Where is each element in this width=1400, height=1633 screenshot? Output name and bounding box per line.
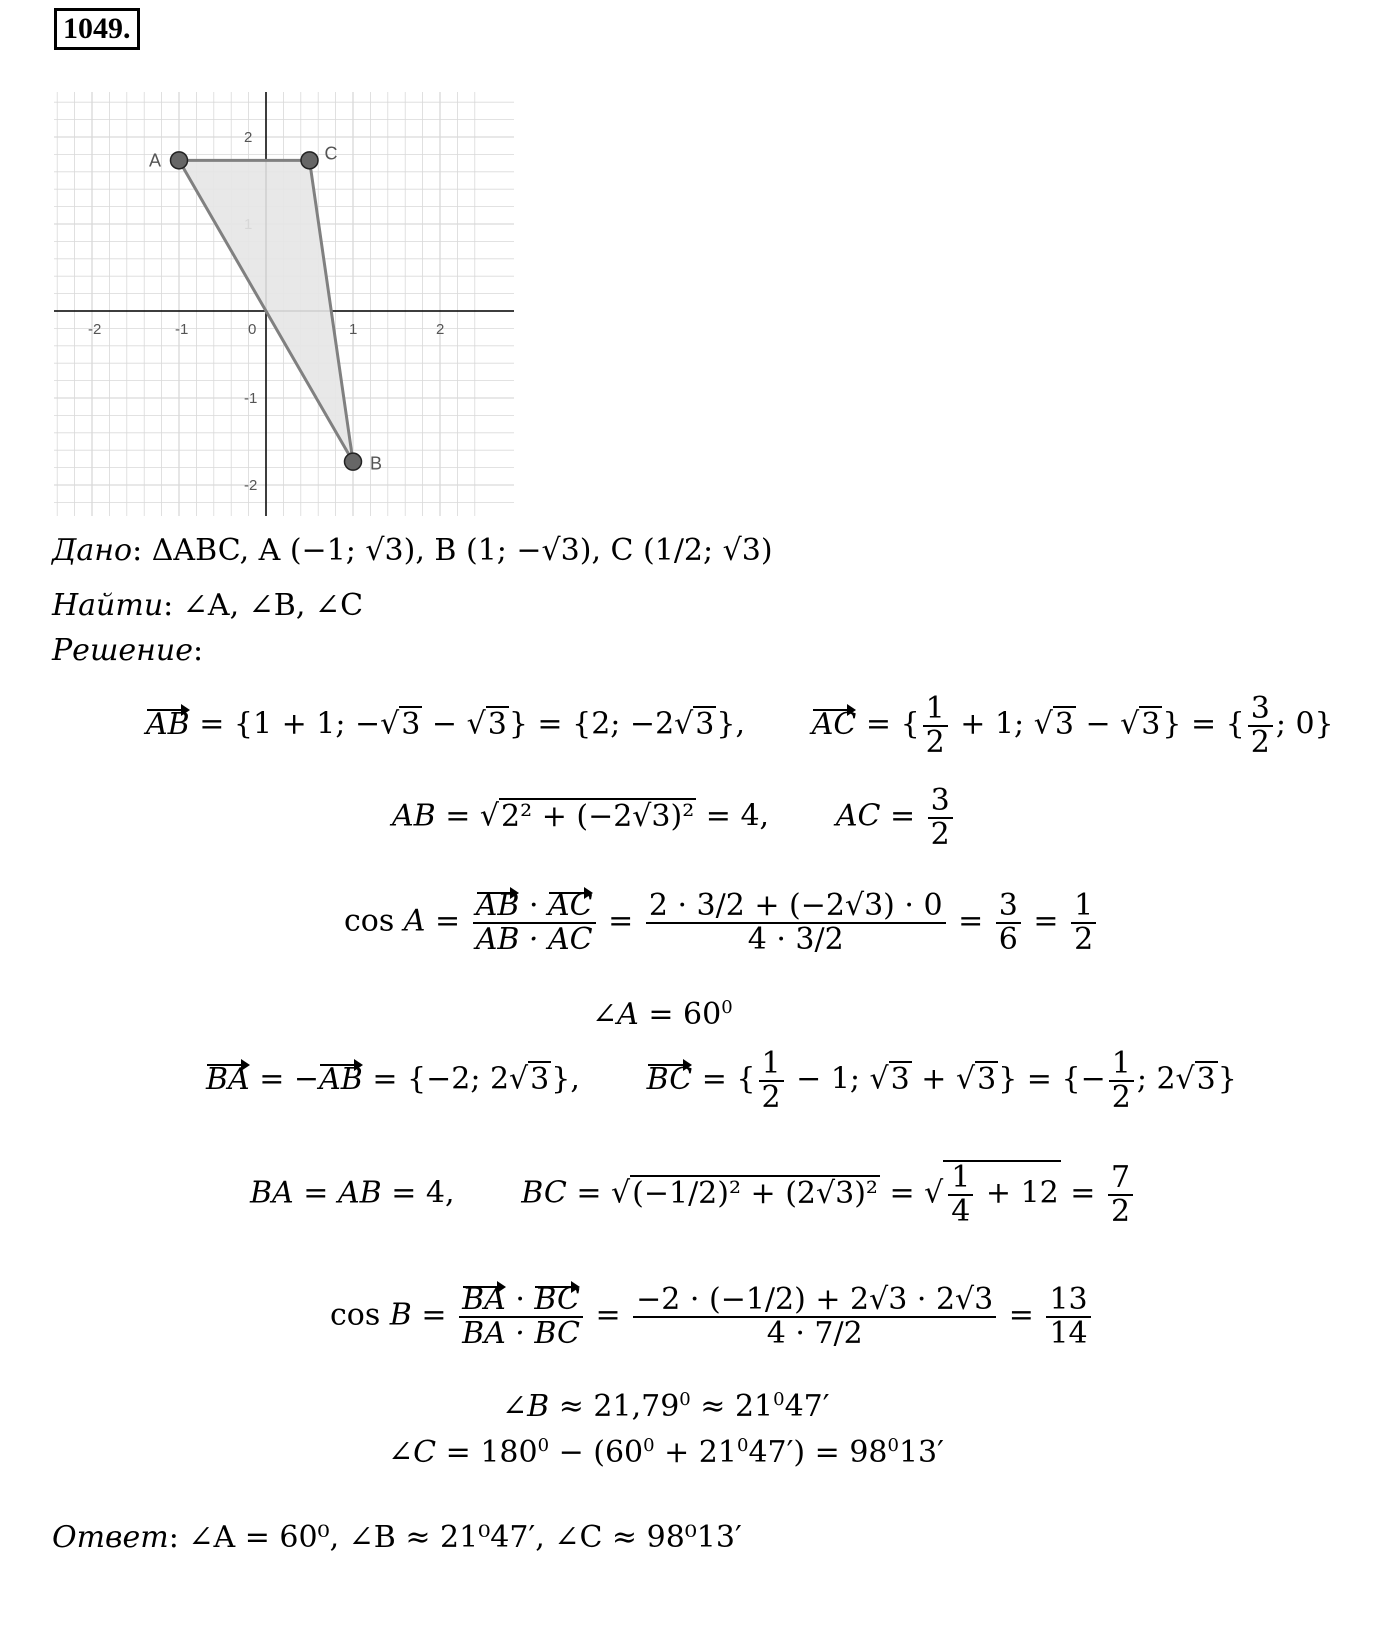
y-tick-label: -2 — [244, 477, 258, 494]
x-tick-label: -2 — [88, 321, 102, 338]
point-label-a: A — [149, 150, 162, 171]
formula-cos-a: cos A = $\frac{AB \cdot AC}{AB \cdot AC}$ = $\frac{2 \cdot 3/2 + (-2√3) \cdot 0}{4 \cdot 3/2}$ = $\frac{3}{6}$ = $\frac{1}{2}$ — [344, 890, 1099, 955]
x-tick-label: 0 — [248, 321, 257, 338]
solution-heading: Решение: — [52, 633, 204, 668]
formula-vectors-ab-ac: AB = {1 + 1; −√3 − √3} = {2; −2√3}, AC = { $\frac{1}{2}$ + 1; √3 − √3} = { $\frac{3}{2}$ ; 0} — [146, 691, 1334, 760]
formula-lengths-ba-bc: BA = AB = 4, BC = √(−1/2)² + (2√3)² = √ $\frac{1}{4}$ + 12 = $\frac{7}{2}$ — [250, 1160, 1136, 1227]
point-label-c: C — [324, 143, 338, 164]
result-angle-c: ∠C = $180^0 - (60^0 + 21^047') = 98^013'$ — [388, 1435, 944, 1470]
x-tick-label: 1 — [349, 321, 358, 338]
result-angle-b: ∠B ≈ $21,79^0 \approx 21^047'$ — [502, 1389, 830, 1424]
find-line: Найти: ∠A, ∠B, ∠C — [52, 588, 364, 623]
point-c — [301, 152, 318, 169]
x-tick-label: -1 — [175, 321, 189, 338]
answer-text: ∠A = 60⁰, ∠B ≈ 21⁰47′, ∠C ≈ 98⁰13′ — [188, 1520, 742, 1555]
point-a — [171, 152, 188, 169]
point-b — [345, 453, 362, 470]
find-text: ∠A, ∠B, ∠C — [182, 588, 364, 623]
formula-lengths-ab-ac: AB = √2² + (−2√3)² = 4, AC = $\frac{3}{2}$ — [392, 785, 956, 850]
formula-vectors-ba-bc: BA = −AB = {−2; 2√3}, BC = { $\frac{1}{2}$ − 1; √3 + √3} = {− $\frac{1}{2}$ ; 2√3} — [206, 1046, 1237, 1115]
x-tick-label: 2 — [436, 321, 445, 338]
formula-cos-b: cos B = $\frac{BA \cdot BC}{BA \cdot BC}$ = $\frac{-2 \cdot (-1/2) + 2√3 \cdot 2√3}{4 \cdot 7/2}$ = $\frac{13}{14}$ — [330, 1284, 1094, 1349]
coordinate-graph — [50, 92, 516, 518]
given-line: Дано: ΔABC, A (−1; √3), B (1; −√3), C (1/2; √3) — [52, 533, 773, 568]
answer-line: Ответ: ∠A = 60⁰, ∠B ≈ 21⁰47′, ∠C ≈ 98⁰13′ — [52, 1520, 742, 1555]
result-angle-a: ∠A = $60^0$ — [592, 997, 733, 1032]
given-text: ΔABC, A (−1; √3), B (1; −√3), C (1/2; √3) — [151, 533, 773, 568]
problem-number: 1049. — [54, 8, 140, 50]
y-tick-label: 2 — [244, 129, 253, 146]
point-label-b: B — [370, 453, 383, 474]
y-tick-label: -1 — [244, 390, 258, 407]
